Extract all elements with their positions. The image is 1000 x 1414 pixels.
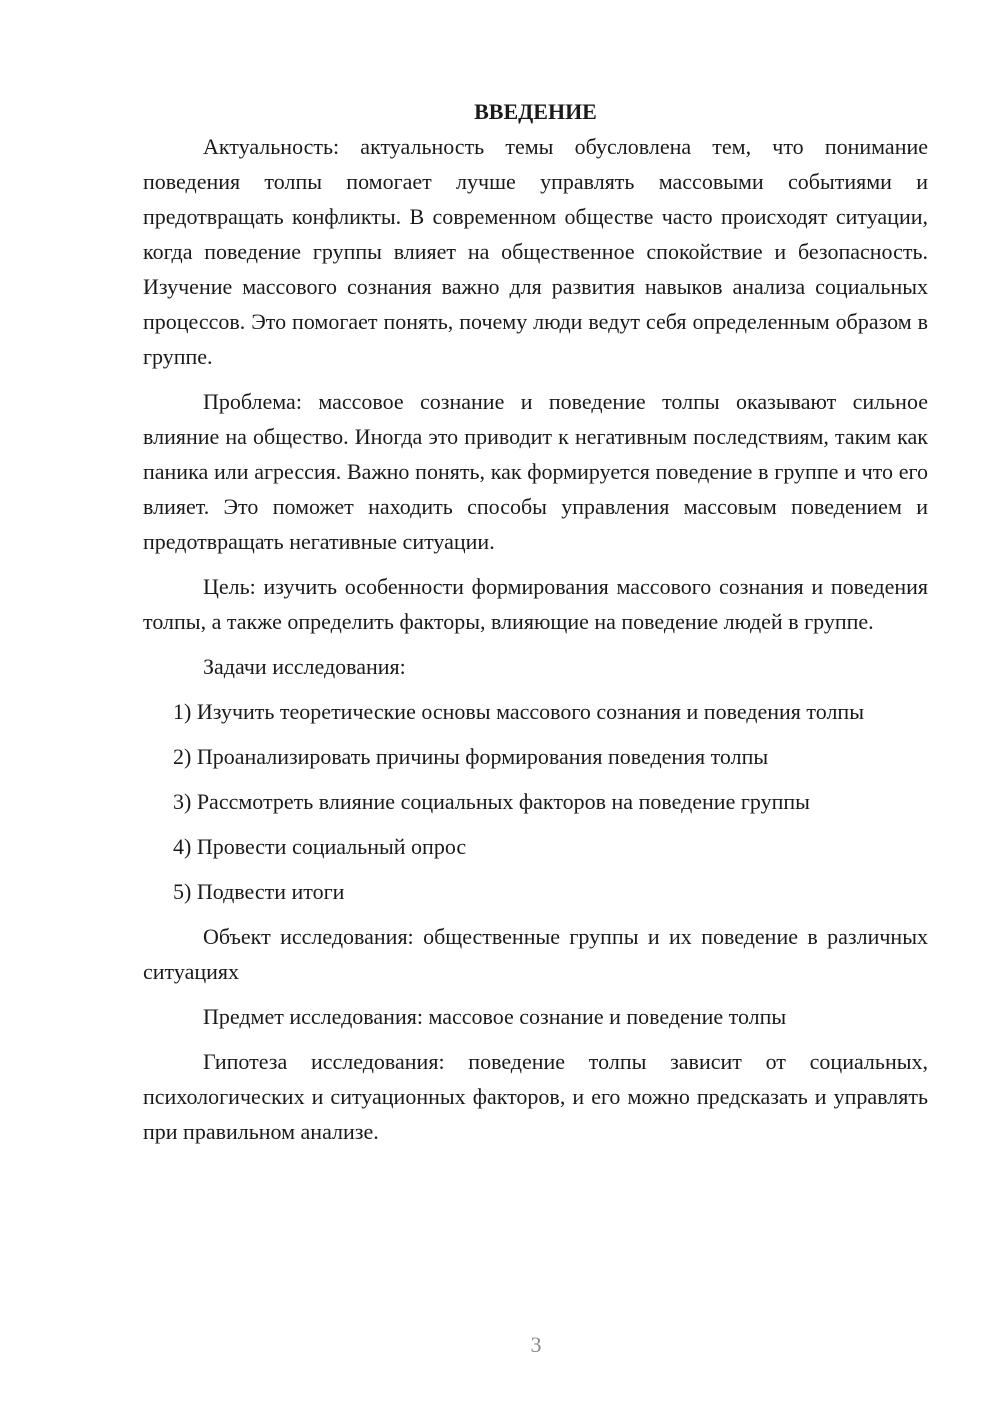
task-item-1: 1) Изучить теоретические основы массового сознания и поведения толпы	[173, 699, 864, 724]
task-item-4: 4) Провести социальный опрос	[173, 834, 467, 859]
task-item-3: 3) Рассмотреть влияние социальных факторов на поведение группы	[173, 789, 810, 814]
hypothesis-paragraph: Гипотеза исследования: поведение толпы зависит от социальных, психологических и ситуационных факторов, и его можно предсказать и управлять при правильном анализе.	[143, 1049, 928, 1144]
page-number: 3	[530, 1332, 542, 1357]
tasks-title: Задачи исследования:	[203, 654, 406, 679]
goal-paragraph: Цель: изучить особенности формирования массового сознания и поведения толпы, а также определить факторы, влияющие на поведение людей в группе.	[143, 574, 928, 634]
problem-paragraph: Проблема: массовое сознание и поведение толпы оказывают сильное влияние на общество. Иногда это приводит к негативным последствиям, таким как паника или агрессия. Важно понять, как формируется поведение в группе и что его влияет. Это поможет находить способы управления массовым поведением и предотвращать негативные ситуации.	[143, 389, 928, 554]
relevance-paragraph: Актуальность: актуальность темы обусловлена тем, что понимание поведения толпы помогает лучше управлять массовыми событиями и предотвращать конфликты. В современном обществе часто происходят ситуации, когда поведение группы влияет на общественное спокойствие и безопасность. Изучение массового сознания важно для развития навыков анализа социальных процессов. Это помогает понять, почему люди ведут себя определенным образом в группе.	[143, 134, 928, 369]
subject-paragraph: Предмет исследования: массовое сознание и поведение толпы	[203, 1004, 787, 1029]
task-item-2: 2) Проанализировать причины формирования поведения толпы	[173, 744, 769, 769]
page-title: ВВЕДЕНИЕ	[474, 99, 597, 124]
task-item-5: 5) Подвести итоги	[173, 879, 345, 904]
object-paragraph: Объект исследования: общественные группы и их поведение в различных ситуациях	[143, 924, 928, 984]
document-body	[143, 94, 928, 1159]
